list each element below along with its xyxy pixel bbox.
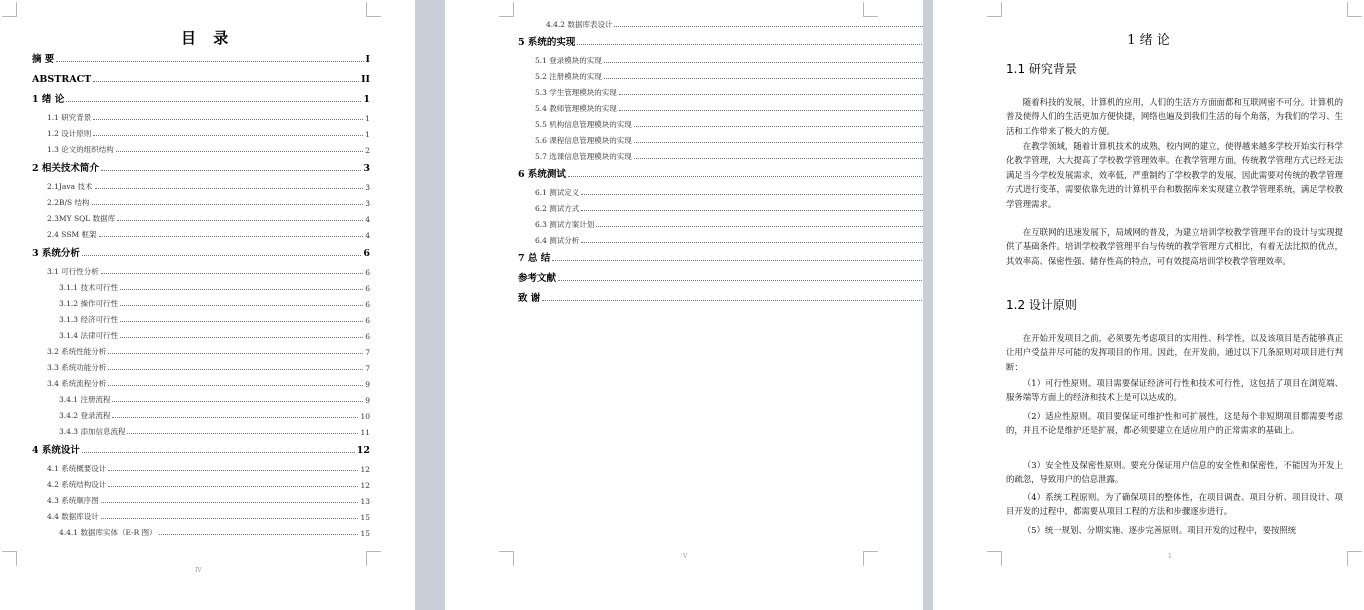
- toc-entry[interactable]: [47, 463, 370, 474]
- toc-entry[interactable]: [47, 128, 370, 139]
- toc-entry-page: 3: [365, 183, 370, 192]
- margin-mark: [863, 2, 878, 17]
- toc-leader-dots: [120, 337, 363, 338]
- toc-entry[interactable]: [518, 251, 923, 264]
- toc-entry[interactable]: [47, 266, 370, 277]
- margin-mark: [863, 551, 878, 566]
- toc-entry-page: 15: [360, 529, 370, 538]
- toc-entry-page: 2: [365, 146, 370, 155]
- toc-leader-dots: [108, 486, 358, 487]
- toc-entry-page: 6: [365, 284, 370, 293]
- toc-entry-label: 摘 要: [32, 54, 55, 65]
- toc-entry[interactable]: [535, 203, 923, 214]
- toc-entry-label: 6.2 测试方式: [535, 204, 580, 213]
- page-gap: [923, 0, 933, 610]
- toc-entry-label: 4.4 数据库设计: [47, 512, 99, 521]
- toc-leader-dots: [634, 142, 923, 143]
- paragraph: （1）可行性原则。项目需要保证经济可行性和技术可行性，这包括了项目在浏览端、服务端等方面上的经济和技术上是可以达成的。: [1006, 378, 1343, 403]
- toc-entry-label: 1.1 研究背景: [47, 113, 92, 122]
- toc-leader-dots: [634, 126, 923, 127]
- toc-entry-label: 5 系统的实现: [518, 37, 576, 48]
- toc-leader-dots: [112, 417, 358, 418]
- toc-entry-label: 5.6 课程信息管理模块的实现: [535, 136, 632, 145]
- toc-entry[interactable]: [47, 495, 370, 506]
- toc-entry-page: 6: [365, 316, 370, 325]
- toc-entry-page: 9: [365, 396, 370, 405]
- toc-entry[interactable]: [59, 314, 370, 325]
- paragraph: 在教学领域，随着计算机技术的成熟，校内网的建立，使得越来越多学校开始实行科学化教学管理，大大提高了学校教学管理效率。在教学管理方面，传统教学管理方式已经无法满足当今学校发展需求，效率低，严重制约了学校教学的发展，因此需要对传统的教学管理方式进行变革，需要依靠先进的计算机平台和数据库来实现建立教学管理系统，满足学校教学管理需求。: [1006, 141, 1343, 209]
- toc-entry-label: 6 系统测试: [518, 169, 566, 180]
- section-heading: 1.2 设计原则: [1006, 298, 1077, 312]
- toc-entry[interactable]: [47, 362, 370, 373]
- toc-leader-dots: [93, 119, 363, 120]
- toc-entry[interactable]: [47, 112, 370, 123]
- toc-entry[interactable]: [535, 119, 923, 130]
- toc-entry-label: 3.1.4 法律可行性: [59, 331, 118, 340]
- toc-leader-dots: [112, 401, 363, 402]
- toc-entry-page: 10: [360, 412, 370, 421]
- toc-entry[interactable]: [59, 330, 370, 341]
- toc-entry-page: 6: [365, 332, 370, 341]
- toc-entry[interactable]: [47, 378, 370, 389]
- body-page: [933, 0, 1364, 610]
- margin-mark: [366, 2, 381, 17]
- toc-leader-dots: [619, 94, 923, 95]
- margin-mark: [2, 2, 17, 17]
- toc-entry-page: 1: [365, 114, 370, 123]
- paragraph: 在开始开发项目之前，必须要先考虑项目的实用性、科学性，以及该项目是否能够真正让用户受益并尽可能的发挥项目的作用。因此，在开发前，通过以下几条原则对项目进行判断：: [1006, 333, 1343, 372]
- toc-entry[interactable]: [47, 213, 370, 224]
- toc-entry-page: 6: [365, 300, 370, 309]
- toc-entry-label: 2.2B/S 结构: [47, 198, 90, 207]
- toc-entry-label: 5.2 注册模块的实现: [535, 72, 602, 81]
- page-number: V: [683, 553, 688, 560]
- toc-entry-label: 6.4 测试分析: [535, 236, 580, 245]
- toc-entry[interactable]: [59, 394, 370, 405]
- toc-page-2: [445, 0, 923, 610]
- toc-entry-label: 3.4.2 登录流程: [59, 411, 111, 420]
- toc-leader-dots: [101, 502, 359, 503]
- toc-leader-dots: [581, 194, 923, 195]
- toc-entry-label: 5.5 机构信息管理模块的实现: [535, 120, 632, 129]
- toc-entry[interactable]: [535, 103, 923, 114]
- toc-entry-label: 5.7 选课信息管理模块的实现: [535, 152, 632, 161]
- toc-leader-dots: [82, 255, 361, 256]
- toc-entry-page: 4: [365, 231, 370, 240]
- toc-leader-dots: [93, 135, 363, 136]
- toc-leader-dots: [127, 433, 358, 434]
- toc-entry-page: I: [365, 54, 370, 65]
- toc-leader-dots: [101, 170, 361, 171]
- toc-leader-dots: [552, 260, 923, 261]
- toc-leader-dots: [604, 78, 923, 79]
- toc-entry[interactable]: [32, 92, 370, 105]
- toc-entry[interactable]: [32, 161, 370, 174]
- chapter-title: 1 绪 论: [1127, 33, 1170, 48]
- toc-entry[interactable]: [59, 426, 370, 437]
- toc-leader-dots: [95, 188, 364, 189]
- toc-entry[interactable]: [47, 144, 370, 155]
- page-number: IV: [195, 567, 202, 574]
- margin-mark: [366, 551, 381, 566]
- toc-entry-label: 2 相关技术简介: [32, 163, 99, 174]
- toc-entry-label: 3.2 系统性能分析: [47, 347, 107, 356]
- toc-leader-dots: [614, 26, 923, 27]
- toc-leader-dots: [596, 226, 923, 227]
- toc-leader-dots: [108, 385, 363, 386]
- toc-entry-label: 参考文献: [518, 273, 557, 284]
- toc-entry-page: 9: [365, 380, 370, 389]
- section-heading: 1.1 研究背景: [1006, 62, 1077, 76]
- toc-leader-dots: [116, 151, 363, 152]
- toc-entry-label: 1 绪 论: [32, 94, 65, 105]
- paragraph: （5）统一规划、分期实施、逐步完善原则。项目开发的过程中，要按照统: [1022, 525, 1297, 535]
- toc-leader-dots: [634, 158, 923, 159]
- toc-entry[interactable]: [59, 410, 370, 421]
- toc-entry[interactable]: [59, 298, 370, 309]
- toc-entry-page: 11: [360, 428, 370, 437]
- paragraph: （4）系统工程原则。为了确保项目的整体性，在项目调查、项目分析、项目设计、项目开发的过程中，都需要从项目工程的方法和步骤逐步进行。: [1006, 492, 1343, 517]
- toc-leader-dots: [542, 300, 923, 301]
- toc-leader-dots: [577, 44, 923, 45]
- toc-entry-label: 1.3 论文的组织结构: [47, 145, 114, 154]
- toc-entry-label: 1.2 设计原则: [47, 129, 92, 138]
- toc-entry[interactable]: [546, 19, 923, 30]
- toc-entry-page: 6: [363, 248, 370, 259]
- toc-entry[interactable]: [32, 72, 370, 85]
- margin-mark: [499, 2, 514, 17]
- toc-entry-label: 6.1 测试定义: [535, 188, 580, 197]
- toc-entry-label: 3.4.1 注册流程: [59, 395, 111, 404]
- toc-entry-label: 3.1.3 经济可行性: [59, 315, 118, 324]
- toc-entry-page: II: [361, 74, 370, 85]
- toc-entry-label: 3 系统分析: [32, 248, 80, 259]
- toc-entry-label: 4.1 系统概要设计: [47, 464, 107, 473]
- toc-entry-label: 3.3 系统功能分析: [47, 363, 107, 372]
- toc-leader-dots: [92, 204, 364, 205]
- toc-entry-label: 致 谢: [518, 293, 541, 304]
- toc-entry[interactable]: [518, 35, 923, 48]
- toc-entry[interactable]: [518, 271, 923, 284]
- toc-entry[interactable]: [32, 246, 370, 259]
- toc-entry-label: 4.3 系统顺序图: [47, 496, 99, 505]
- toc-entry-page: 12: [356, 445, 370, 456]
- paragraph: 在互联网的迅速发展下，局域网的普及，为建立培训学校教学管理平台的设计与实现提供了基础条件。培训学校教学管理平台与传统的教学管理方式相比，有着无法比拟的优点，其效率高、保密性强、储存性高的特点，可有效提高培训学校教学管理效率。: [1006, 227, 1343, 266]
- toc-leader-dots: [108, 369, 363, 370]
- toc-entry[interactable]: [47, 479, 370, 490]
- toc-entry[interactable]: [535, 187, 923, 198]
- toc-entry-page: 12: [360, 481, 370, 490]
- toc-entry-page: 7: [365, 364, 370, 373]
- toc-entry[interactable]: [535, 151, 923, 162]
- toc-entry-label: 3.4 系统流程分析: [47, 379, 107, 388]
- toc-entry-label: 7 总 结: [518, 253, 551, 264]
- toc-leader-dots: [120, 305, 363, 306]
- margin-mark: [499, 551, 514, 566]
- toc-entry-label: 4.4.2 数据库表设计: [546, 20, 613, 29]
- paragraph: （2）适应性原则。项目要保证可维护性和可扩展性，这是每个非短期项目都需要考虑的，并且不论是维护还是扩展，都必须要建立在适应用户的正常需求的基础上。: [1006, 411, 1343, 436]
- toc-entry-label: 5.4 教师管理模块的实现: [535, 104, 617, 113]
- toc-entry-page: 1: [365, 130, 370, 139]
- margin-mark: [1347, 2, 1362, 17]
- toc-entry[interactable]: [32, 52, 370, 65]
- toc-leader-dots: [93, 81, 359, 82]
- toc-entry[interactable]: [47, 346, 370, 357]
- margin-mark: [1347, 551, 1362, 566]
- toc-entry-label: 5.3 学生管理模块的实现: [535, 88, 617, 97]
- paragraph: 随着科技的发展，计算机的应用，人们的生活方方面面都和互联网密不可分。计算机的普及使得人们的生活更加方便快捷，网络也遍及到我们生活的每个角落，为我们的学习、生活和工作带来了极大的方便。: [1006, 97, 1343, 136]
- toc-leader-dots: [108, 470, 358, 471]
- toc-leader-dots: [120, 321, 363, 322]
- toc-leader-dots: [604, 62, 923, 63]
- toc-entry[interactable]: [535, 55, 923, 66]
- toc-entry-page: 7: [365, 348, 370, 357]
- toc-entry[interactable]: [535, 219, 923, 230]
- toc-entry-label: 5.1 登录模块的实现: [535, 56, 602, 65]
- toc-page-1: [0, 0, 415, 610]
- toc-entry-label: 2.3MY SQL 数据库: [47, 214, 116, 223]
- toc-entry[interactable]: [518, 291, 923, 304]
- toc-entry-label: 2.1Java 技术: [47, 182, 93, 191]
- toc-entry-label: 2.4 SSM 框架: [47, 230, 97, 239]
- toc-entry[interactable]: [59, 527, 370, 538]
- toc-entry[interactable]: [47, 181, 370, 192]
- toc-entry-page: 4: [365, 215, 370, 224]
- toc-leader-dots: [619, 110, 923, 111]
- toc-entry[interactable]: [535, 71, 923, 82]
- toc-title: 目 录: [181, 29, 235, 47]
- toc-entry[interactable]: [32, 443, 370, 456]
- toc-entry-page: 1: [363, 94, 370, 105]
- toc-leader-dots: [108, 353, 363, 354]
- toc-leader-dots: [82, 452, 355, 453]
- toc-entry-label: 3.1 可行性分析: [47, 267, 99, 276]
- toc-entry-page: 15: [360, 513, 370, 522]
- toc-entry[interactable]: [47, 197, 370, 208]
- toc-entry-page: 3: [365, 199, 370, 208]
- toc-entry-label: 3.4.3 添加信息流程: [59, 427, 126, 436]
- toc-entry-page: 12: [360, 465, 370, 474]
- toc-leader-dots: [101, 518, 359, 519]
- toc-entry[interactable]: [535, 87, 923, 98]
- toc-entry-page: 6: [365, 268, 370, 277]
- toc-entry[interactable]: [59, 282, 370, 293]
- toc-entry-label: 3.1.1 技术可行性: [59, 283, 118, 292]
- toc-entry[interactable]: [535, 235, 923, 246]
- toc-leader-dots: [101, 273, 363, 274]
- toc-leader-dots: [558, 280, 923, 281]
- toc-leader-dots: [117, 220, 363, 221]
- toc-entry[interactable]: [518, 167, 923, 180]
- page-gap: [415, 0, 445, 610]
- margin-mark: [987, 551, 1002, 566]
- toc-entry-page: 13: [360, 497, 370, 506]
- toc-leader-dots: [56, 61, 363, 62]
- toc-entry[interactable]: [47, 511, 370, 522]
- toc-entry[interactable]: [535, 135, 923, 146]
- toc-leader-dots: [581, 242, 923, 243]
- page-number: 1: [1168, 553, 1172, 560]
- toc-leader-dots: [568, 176, 923, 177]
- toc-entry-label: ABSTRACT: [32, 74, 92, 85]
- toc-leader-dots: [581, 210, 923, 211]
- toc-entry[interactable]: [47, 229, 370, 240]
- toc-entry-label: 4 系统设计: [32, 445, 80, 456]
- toc-leader-dots: [66, 101, 361, 102]
- margin-mark: [2, 551, 17, 566]
- toc-entry-label: 4.4.1 数据库实体（E-R 图）: [59, 528, 157, 537]
- toc-entry-label: 3.1.2 操作可行性: [59, 299, 118, 308]
- paragraph: （3）安全性及保密性原则。要充分保证用户信息的安全性和保密性，不能因为开发上的疏忽，导致用户的信息泄露。: [1006, 460, 1343, 485]
- toc-leader-dots: [159, 534, 359, 535]
- toc-entry-page: 3: [363, 163, 370, 174]
- toc-entry-label: 6.3 测试方案计划: [535, 220, 595, 229]
- toc-entry-label: 4.2 系统结构设计: [47, 480, 107, 489]
- margin-mark: [987, 2, 1002, 17]
- toc-leader-dots: [120, 289, 363, 290]
- toc-leader-dots: [99, 236, 364, 237]
